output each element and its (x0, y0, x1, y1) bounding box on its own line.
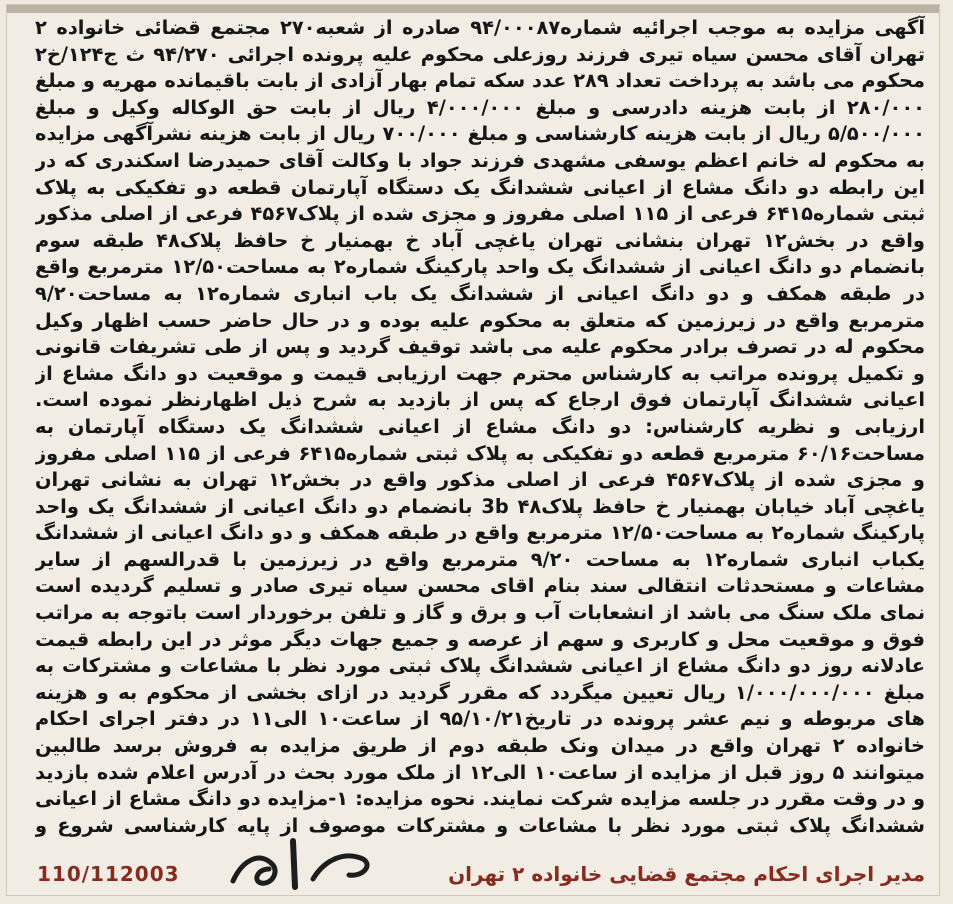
notice-code: 110/112003 (37, 862, 180, 886)
newspaper-clipping (6, 4, 940, 896)
top-edge-strip (7, 5, 939, 13)
signatory-title: مدیر اجرای احکام مجتمع قضایی خانواده ۲ تهران (448, 862, 925, 886)
auction-notice-text (35, 15, 925, 841)
notice-paragraph: آگهی مزایده به موجب اجرائیه شماره۹۴/۰۰۰۸۷ صادره از شعبه۲۷۰ مجتمع قضائی خانواده ۲ تهران آقای محسن سیاه تیری فرزند روزعلی محکوم علیه پرونده اجرائی ۹۴/۲۷۰ ث ج۱۲۴/خ۲ محکوم می باشد به پرداخت تعداد ۲۸۹ عدد سکه تمام بهار آزادی از بابت باقیمانده مهریه و مبلغ ۲۸۰/۰۰۰ از بابت هزینه دادرسی و مبلغ ۴/۰۰۰/۰۰۰ ریال از بابت حق الوکاله وکیل و مبلغ ۵/۵۰۰/۰۰۰ ریال از بابت هزینه کارشناسی و مبلغ ۷۰۰/۰۰۰ ریال از بابت هزینه نشرآگهی مزایده به محکوم له خانم اعظم یوسفی مشهدی فرزند جواد با وکالت آقای حمیدرضا اسکندری که در این رابطه دو دانگ مشاع از اعیانی ششدانگ یک دستگاه آپارتمان قطعه دو تفکیکی به پلاک ثبتی شماره۶۴۱۵ فرعی از ۱۱۵ اصلی مفروز و مجزی شده از پلاک۴۵۶۷ فرعی از اصلی مذکور واقع در بخش۱۲ تهران بنشانی تهران یاغچی آباد خ بهمنیار خ حافظ پلاک۴۸ طبقه سوم بانضمام دو دانگ اعیانی از ششدانگ یک واحد پارکینگ شماره۲ به مساحت۱۲/۵۰ مترمربع واقع در طبقه همکف و دو دانگ اعیانی از ششدانگ یک باب انباری شماره۱۲ به مساحت۹/۲۰ مترمربع واقع در زیرزمین که متعلق به محکوم علیه بوده و در حال حاضر حسب اظهار وکیل محکوم له در تصرف برادر محکوم علیه می باشد توقیف گردید و پس از طی تشریفات قانونی و تکمیل پرونده مراتب به کارشناس محترم جهت ارزیابی قیمت و موقعیت دو دانگ مشاع از اعیانی ششدانگ آپارتمان فوق ارجاع که پس از بازدید به شرح ذیل اظهارنظر نموده است. ارزیابی و نظریه کارشناس: دو دانگ مشاع از اعیانی ششدانگ یک دستگاه آپارتمان به مساحت۶۰/۱۶ مترمربع قطعه دو تفکیکی به پلاک ثبتی شماره۶۴۱۵ فرعی از ۱۱۵ اصلی مفروز و مجزی شده از پلاک۴۵۶۷ فرعی از اصلی مذکور واقع در بخش۱۲ تهران به نشانی تهران یاغچی آباد خیابان بهمنیار خ حافظ پلاک۴۸ 3b بانضمام دو دانگ اعیانی از ششدانگ یک واحد پارکینگ شماره۲ به مساحت۱۲/۵۰ مترمربع واقع در طبقه همکف و دو دانگ اعیانی از ششدانگ یکباب انباری شماره۱۲ به مساحت ۹/۲۰ مترمربع واقع در زیرزمین با قدرالسهم از سایر مشاعات و مستحدثات انتقالی سند بنام اقای محسن سیاه تیری صادر و تسلیم گردیده است نمای ملک سنگ می باشد از انشعابات آب و برق و گاز و تلفن برخوردار است باتوجه به مراتب فوق و موقعیت محل و کاربری و سهم از عرصه و جمیع جهات دیگر موثر در این رابطه قیمت عادلانه روز دو دانگ مشاع از اعیانی ششدانگ پلاک ثبتی مورد نظر با مشاعات و مشترکات به مبلغ ۱/۰۰۰/۰۰۰/۰۰۰ ریال تعیین میگردد که مقرر گردید در ازای بخشی از محکوم به و هزینه های مربوطه و نیم عشر پرونده در تاریخ۹۵/۱۰/۲۱ از ساعت۱۰ الی۱۱ در دفتر اجرای احکام خانواده ۲ تهران واقع در میدان ونک طبقه دوم از طریق مزایده به فروش برسد طالبین میتوانند ۵ روز قبل از مزایده از ساعت۱۰ الی۱۲ از ملک مورد بحث در آدرس اعلام شده بازدید و در وقت مقرر در جلسه مزایده شرکت نمایند. نحوه مزایده: ۱-مزایده دو دانگ مشاع از اعیانی ششدانگ پلاک ثبتی مورد نظر با مشاعات و مشترکات موصوف از پایه کارشناسی شروع و (35, 16, 925, 837)
notice-footer (37, 859, 925, 889)
